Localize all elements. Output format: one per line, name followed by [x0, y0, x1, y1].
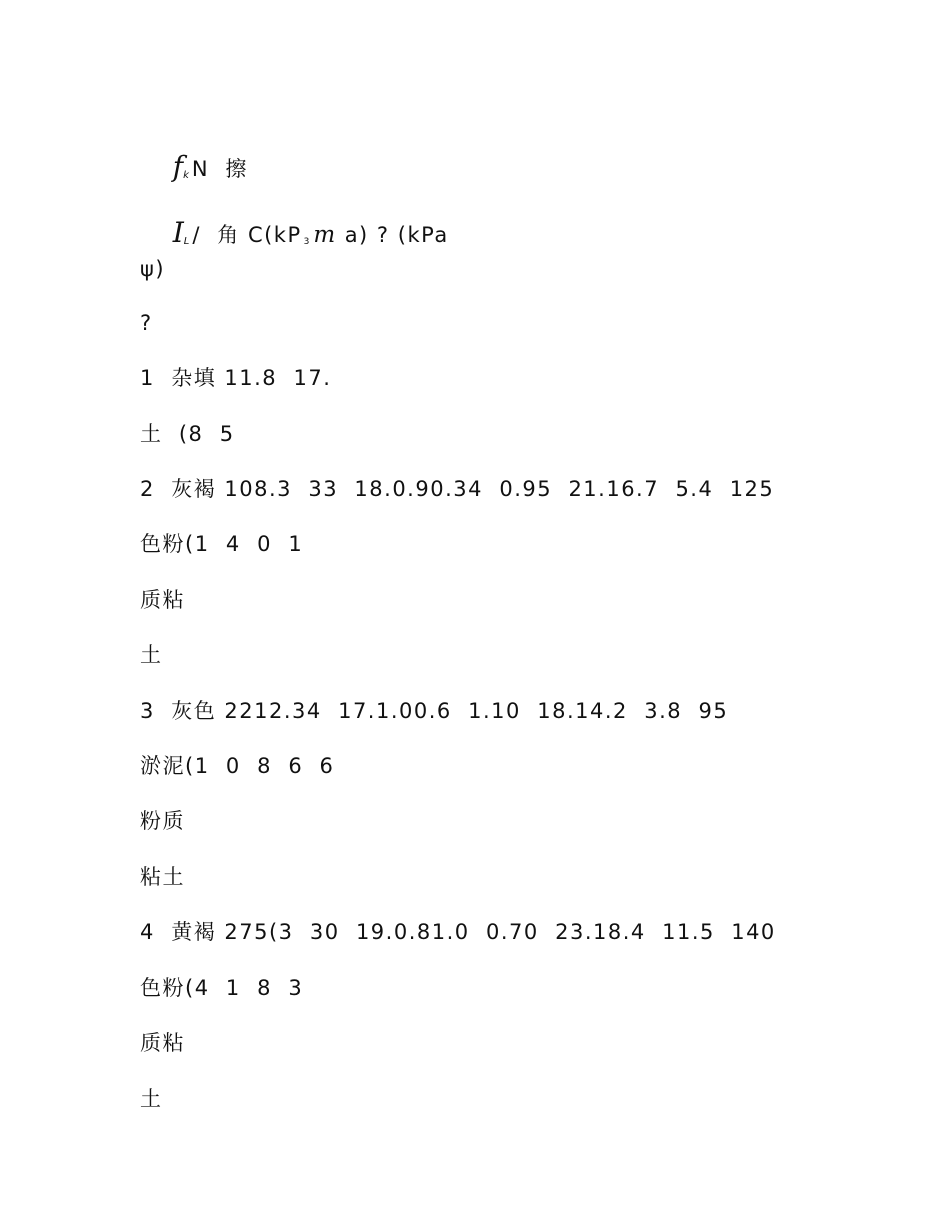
text-line: 3 灰色 2212.34 17.1.00.6 1.10 18.14.2 3.8 95: [140, 699, 729, 723]
text-line: 色粉(4 1 8 3: [140, 976, 304, 1000]
text-line: 粉质: [140, 809, 185, 833]
subscript-l: L: [183, 236, 190, 247]
text-line: 4 黄褐 275(3 30 19.0.81.0 0.70 23.18.4 11.5 140: [140, 920, 776, 944]
text-line: 土: [140, 1087, 163, 1111]
text-line: ?: [140, 311, 153, 335]
text-line: 土: [140, 643, 163, 667]
text-line: 土 (8 5: [140, 422, 235, 446]
text-line: 质粘: [140, 588, 185, 612]
text-line: 1 杂填 11.8 17.: [140, 366, 332, 390]
symbol-i: I: [172, 216, 184, 249]
text-line: 色粉(1 4 0 1: [140, 532, 304, 556]
superscript-3: 3: [303, 237, 310, 247]
header-line-1-text: N 擦: [191, 157, 248, 181]
header-line-2-text-a: / 角 C(kP: [192, 223, 302, 247]
header-line-2: [140, 194, 449, 281]
symbol-m: m: [313, 222, 337, 248]
text-line: 粘土: [140, 865, 185, 889]
header-line-2-text-b: a) ? (kPa: [344, 223, 449, 247]
subscript-k: k: [183, 170, 189, 181]
text-line: 质粘: [140, 1031, 185, 1055]
text-line: 2 灰褐 108.3 33 18.0.90.34 0.95 21.16.7 5.4 125: [140, 477, 775, 501]
symbol-f: f: [172, 150, 184, 183]
text-line: 淤泥(1 0 8 6 6: [140, 754, 335, 778]
text-line: ψ): [140, 257, 166, 281]
